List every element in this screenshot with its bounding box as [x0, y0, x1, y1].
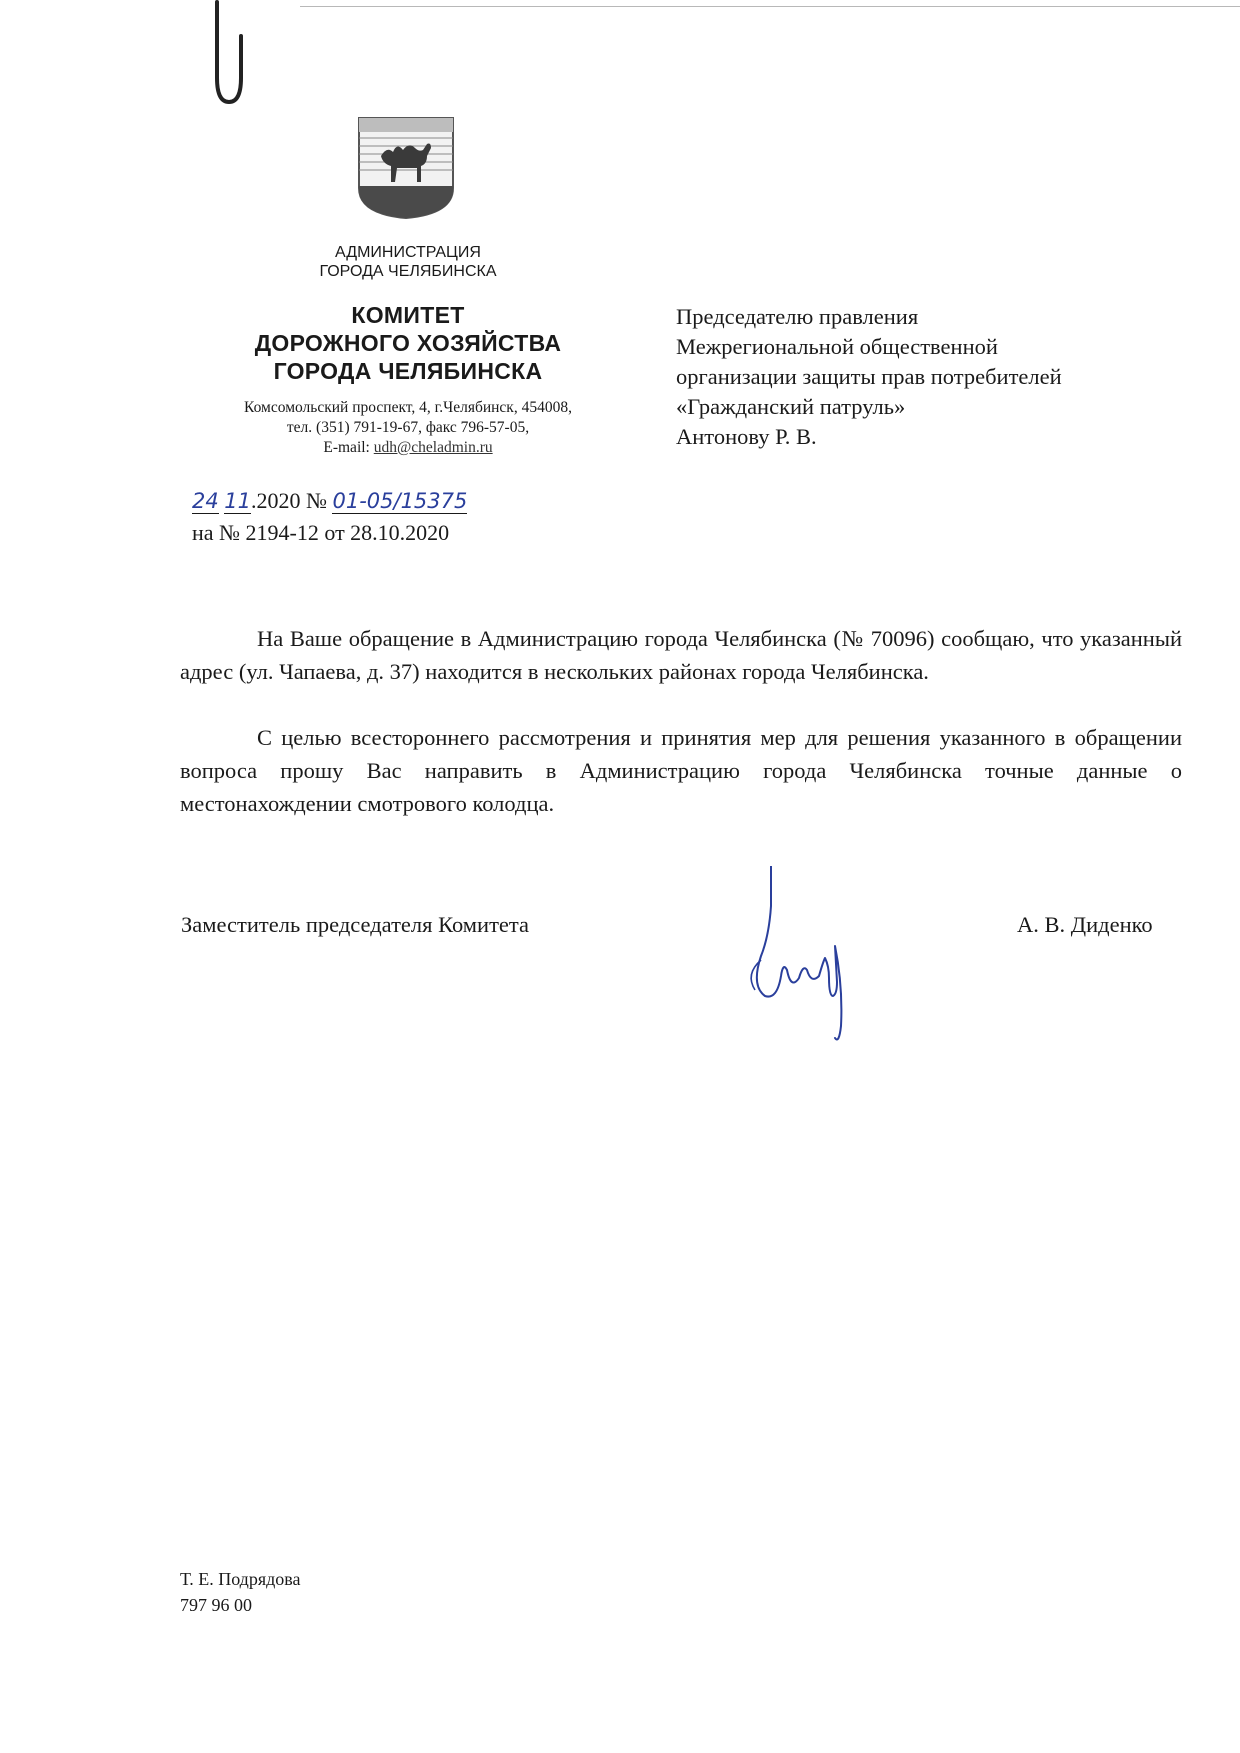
registration-number: 01-05/15375 — [332, 489, 468, 513]
committee-line-2: ДОРОЖНОГО ХОЗЯЙСТВА — [254, 330, 562, 356]
registration-day: 24 — [192, 489, 219, 513]
committee-line-1: КОМИТЕТ — [351, 302, 465, 328]
registration-line — [192, 488, 467, 514]
signer-name: А. В. Диденко — [1017, 912, 1153, 937]
committee-line-3: ГОРОДА ЧЕЛЯБИНСКА — [273, 358, 543, 384]
addressee-line-1: Председателю правления — [676, 304, 919, 329]
committee-contacts — [192, 398, 624, 458]
email-label: E-mail: — [323, 439, 374, 456]
address-line: Комсомольский проспект, 4, г.Челябинск, 454008, — [244, 399, 572, 416]
scan-edge-line — [300, 6, 1240, 7]
email-link[interactable]: udh@cheladmin.ru — [373, 439, 493, 456]
admin-line-2: ГОРОДА ЧЕЛЯБИНСКА — [319, 263, 497, 280]
signature-icon — [725, 866, 875, 1046]
executor-name: Т. Е. Подрядова — [180, 1569, 301, 1589]
emblem-icon — [357, 116, 455, 220]
registration-year: .2020 № — [250, 488, 327, 513]
registration-month: 11 — [224, 489, 251, 513]
addressee-line-2: Межрегиональной общественной — [676, 334, 998, 359]
administration-name — [192, 243, 624, 281]
signer-title: Заместитель председателя Комитета — [181, 912, 529, 937]
committee-name — [192, 301, 624, 385]
body-paragraph-2 — [180, 721, 1182, 820]
paper-clip-icon — [203, 0, 247, 112]
addressee-line-4: «Гражданский патруль» — [676, 394, 906, 419]
addressee-line-3: организации защиты прав потребителей — [676, 364, 1062, 389]
paragraph-2-text: С целью всестороннего рассмотрения и принятия мер для решения указанного в обращении вопроса прошу Вас направить в Администрацию города Челябинска точные данные о местонахождении смотрового колодца. — [180, 725, 1182, 816]
email-line — [192, 438, 624, 458]
executor-phone: 797 96 00 — [180, 1595, 252, 1615]
addressee-block — [676, 302, 1196, 452]
paragraph-1-text: На Ваше обращение в Администрацию города Челябинска (№ 70096) сообщаю, что указанный адрес (ул. Чапаева, д. 37) находится в нескольких районах города Челябинска. — [180, 626, 1182, 684]
addressee-line-5: Антонову Р. В. — [676, 424, 817, 449]
executor-block — [180, 1566, 301, 1618]
body-paragraph-1 — [180, 622, 1182, 688]
reference-line: на № 2194-12 от 28.10.2020 — [192, 520, 450, 545]
admin-line-1: АДМИНИСТРАЦИЯ — [335, 244, 481, 261]
phones-line: тел. (351) 791-19-67, факс 796-57-05, — [286, 419, 530, 436]
